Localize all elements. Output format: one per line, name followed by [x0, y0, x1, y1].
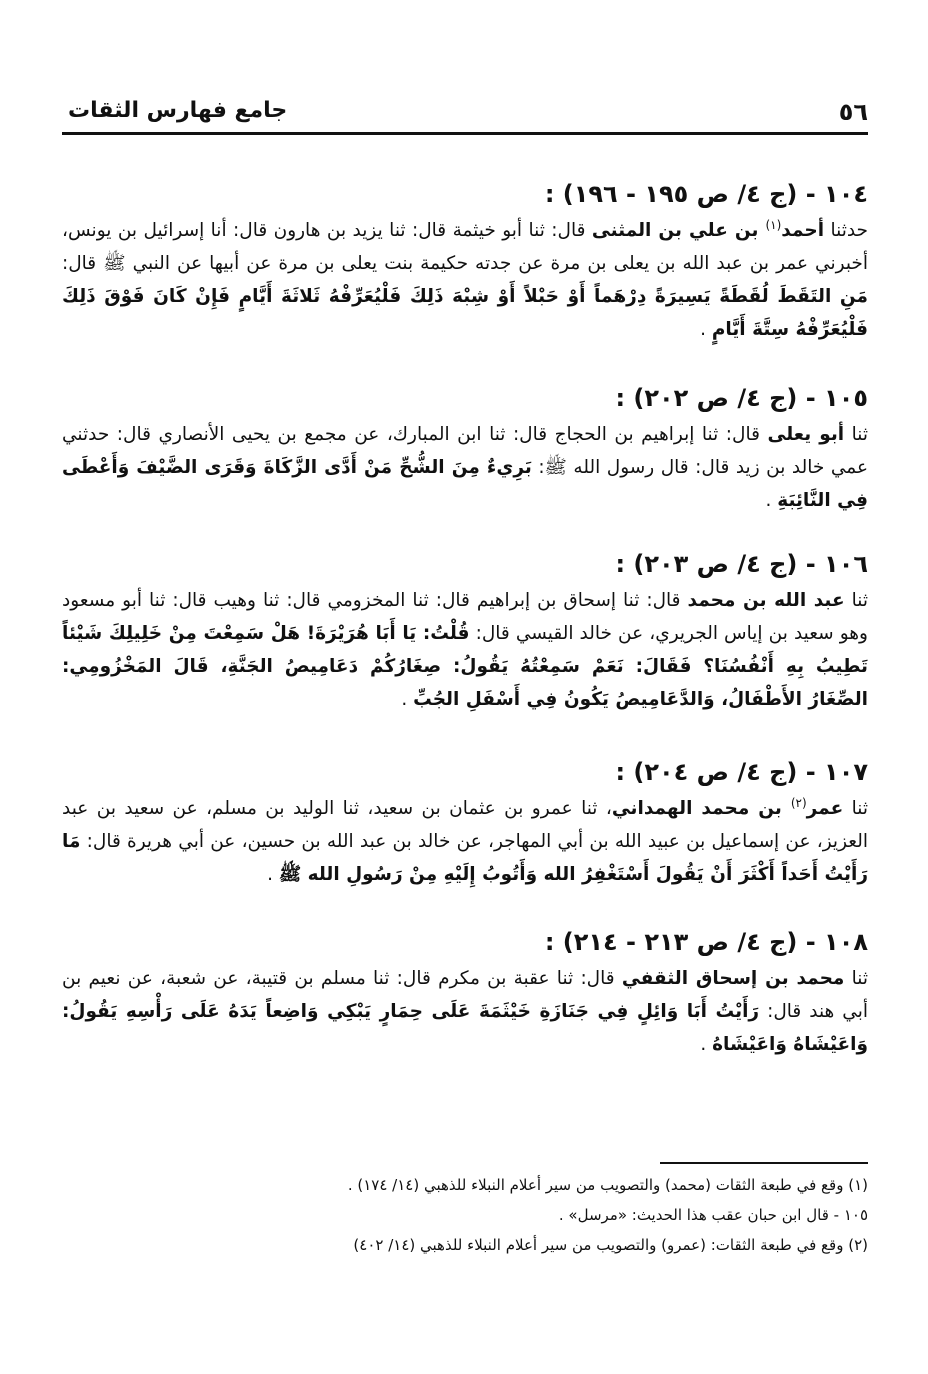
entry-end: .	[267, 864, 279, 885]
entry-heading: ١٠٦ - (ج ٤/ ص ٢٠٣) :	[615, 550, 868, 578]
entry-text-lead: ثنا	[843, 798, 869, 819]
narrator-name: محمد بن إسحاق الثقفي	[621, 968, 845, 989]
hadith-text: قُلْتُ: يَا أَبَا هُرَيْرَةَ! هَلْ سَمِعْتَ مِنْ خَلِيلِكَ شَيْئاً تَطِيبُ بِهِ أَنْفُسُنَا؟ فَقَالَ: نَعَمْ سَمِعْتُهُ يَقُولُ: صِغَارُكُمْ دَعَامِيصُ الجَنَّةِ، قَالَ المَخْزُومِي: الصِّغَارُ الأَطْفَالُ، وَالدَّعَامِيصُ يَكُونُ فِي أَسْفَلِ الجُبِّ	[62, 623, 868, 710]
footnote-2: (٢) وقع في طبعة الثقات: (عمرو) والتصويب من سير أعلام النبلاء للذهبي (١٤/ ٤٠٢)	[353, 1236, 868, 1254]
entry-heading: ١٠٤ - (ج ٤/ ص ١٩٥ - ١٩٦) :	[544, 180, 868, 208]
narrator-name: أبو يعلى	[767, 424, 845, 445]
entry-105	[62, 380, 868, 517]
page-header	[62, 96, 868, 135]
running-title: جامع فهارس الثقات	[68, 98, 288, 123]
isnad-text: قال: ثنا عقبة بن مكرم قال: ثنا مسلم بن قتيبة، عن شعبة، عن نعيم بن أبي هند قال:	[62, 968, 868, 1022]
entry-text-lead: ثنا	[844, 590, 868, 611]
entry-text	[62, 584, 868, 716]
hadith-text: رَأَيْتُ أَبَا وَائِلٍ فِي جَنَازَةِ خَيْثَمَةَ عَلَى حِمَارٍ يَبْكِي وَاضِعاً يَدَهُ عَلَى رَأْسِهِ يَقُولُ: وَاعَيْشَاهُ وَاعَيْشَاهُ	[62, 1001, 868, 1055]
narrator-name: أحمد	[781, 220, 825, 241]
entry-text-lead: ثنا	[844, 968, 869, 989]
footnote-105: ١٠٥ - قال ابن حبان عقب هذا الحديث: «مرسل» .	[558, 1206, 868, 1224]
narrator-name-rest: بن محمد الهمداني	[611, 798, 791, 819]
entry-heading: ١٠٨ - (ج ٤/ ص ٢١٣ - ٢١٤) :	[544, 928, 868, 956]
narrator-name-rest: بن علي بن المثنى	[591, 220, 766, 241]
entry-heading: ١٠٥ - (ج ٤/ ص ٢٠٢) :	[615, 384, 868, 412]
footnote-separator	[660, 1162, 868, 1164]
entry-text	[62, 962, 868, 1061]
entry-108	[62, 924, 868, 1061]
entry-106	[62, 546, 868, 716]
footnote-ref: (٢)	[790, 795, 807, 810]
entry-text	[62, 792, 868, 891]
isnad-text: قال: ثنا إسحاق بن إبراهيم قال: ثنا المخزومي قال: ثنا وهيب قال: ثنا أبو مسعود وهو سعيد بن إياس الجريري، عن خالد القيسي قال:	[62, 590, 868, 644]
narrator-name: عمر	[806, 798, 844, 819]
footnote-1: (١) وقع في طبعة الثقات (محمد) والتصويب من سير أعلام النبلاء للذهبي (١٤/ ١٧٤) .	[347, 1176, 868, 1194]
hadith-text: مَا رَأَيْتُ أَحَداً أَكْثَرَ أَنْ يَقُولَ أَسْتَغْفِرُ الله وَأَتُوبُ إِلَيْهِ مِنْ رَسُولِ الله ﷺ	[62, 831, 868, 885]
entry-104	[62, 176, 868, 346]
entry-107	[62, 754, 868, 891]
entry-text-lead: ثنا	[844, 424, 868, 445]
isnad-text: قال: ثنا إبراهيم بن الحجاج قال: ثنا ابن المبارك، عن مجمع بن يحيى الأنصاري قال: حدثني عمي خالد بن زيد قال: قال رسول الله ﷺ:	[62, 424, 869, 478]
page-number: ٥٦	[838, 98, 868, 126]
entry-text-lead: حدثنا	[824, 220, 868, 241]
hadith-text: مَنِ التَقَطَ لُقَطَةً يَسِيرَةً دِرْهَماً أَوْ حَبْلاً أَوْ شِبْهَ ذَلِكَ فَلْيُعَرِّفْهُ ثَلاثَةَ أَيَّامٍ فَإِنْ كَانَ فَوْقَ ذَلِكَ فَلْيُعَرِّفْهُ سِتَّةَ أَيَّامٍ	[62, 286, 868, 340]
narrator-name: عبد الله بن محمد	[687, 590, 845, 611]
entry-end: .	[700, 1034, 713, 1055]
footnotes	[62, 1170, 868, 1260]
entry-end: .	[700, 319, 712, 340]
isnad-text: ، ثنا عمرو بن عثمان بن سعيد، ثنا الوليد بن مسلم، عن سعيد بن عبد العزيز، عن إسماعيل بن عبيد الله بن أبي المهاجر، عن خالد بن عبد الله بن حسين، عن أبي هريرة قال:	[62, 798, 868, 852]
entry-heading: ١٠٧ - (ج ٤/ ص ٢٠٤) :	[615, 758, 868, 786]
hadith-text: بَرِيءٌ مِنَ الشُّحِّ مَنْ أَدَّى الزَّكَاةَ وَقَرَى الضَّيْفَ وَأَعْطَى فِي النَّائِبَةِ	[62, 457, 868, 511]
footnote-ref: (١)	[765, 217, 782, 232]
entry-text	[62, 214, 868, 346]
isnad-text: قال: ثنا أبو خيثمة قال: ثنا يزيد بن هارون قال: أنا إسرائيل بن يونس، أخبرني عمر بن عبد الله بن يعلى بن مرة عن جدته حكيمة بنت يعلى بن مرة عن أبيها عن النبي ﷺ قال:	[62, 220, 868, 274]
entry-text	[62, 418, 868, 517]
entry-end: .	[401, 689, 414, 710]
entry-end: .	[765, 490, 778, 511]
